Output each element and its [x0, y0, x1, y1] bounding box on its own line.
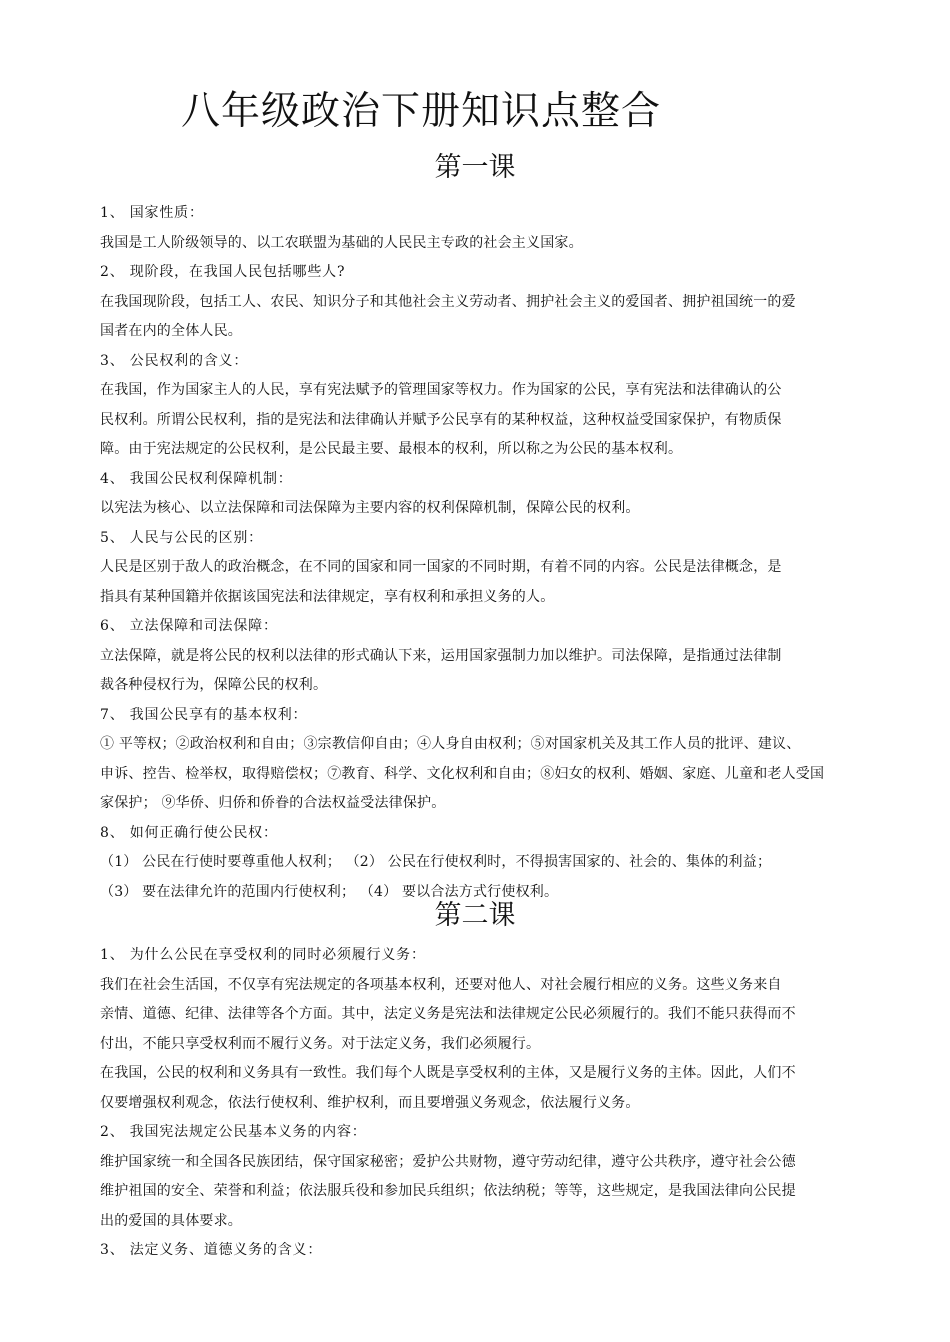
- answer-line: 在我国，作为国家主人的人民，享有宪法赋予的管理国家等权力。作为国家的公民，享有宪法和法律确认的公: [100, 382, 782, 398]
- answer-line: 以宪法为核心、以立法保障和司法保障为主要内容的权利保障机制，保障公民的权利。: [100, 500, 640, 516]
- lesson-1-content: [100, 199, 880, 907]
- answer-line: 人民是区别于敌人的政治概念，在不同的国家和同一国家的不同时期，有着不同的内容。公民是法律概念，是: [100, 559, 782, 575]
- answer-line: 亲情、道德、纪律、法律等各个方面。其中，法定义务是宪法和法律规定公民必须履行的。我们不能只获得而不: [100, 1006, 796, 1022]
- lesson-1-heading: 第一课: [434, 152, 516, 183]
- answer-line: 障。由于宪法规定的公民权利，是公民最主要、最根本的权利，所以称之为公民的基本权利。: [100, 441, 683, 457]
- lesson-2-heading: 第二课: [434, 900, 516, 931]
- answer-line: ① 平等权；②政治权利和自由；③宗教信仰自由；④人身自由权利；⑤对国家机关及其工作人员的批评、建议、: [100, 736, 801, 752]
- answer-line: 维护祖国的安全、荣誉和利益；依法服兵役和参加民兵组织；依法纳税；等等，这些规定，是我国法律向公民提: [100, 1183, 796, 1199]
- answer-line: 家保护； ⑨华侨、归侨和侨眷的合法权益受法律保护。: [100, 795, 446, 811]
- answer-line: 在我国现阶段，包括工人、农民、知识分子和其他社会主义劳动者、拥护社会主义的爱国者、拥护祖国统一的爱: [100, 293, 796, 310]
- answer-line: （3） 要在法律允许的范围内行使权利； （4） 要以合法方式行使权利。: [100, 883, 559, 900]
- question-line: 4、 我国公民权利保障机制：: [100, 470, 293, 487]
- question-line: 1、 为什么公民在享受权利的同时必须履行义务：: [100, 947, 426, 963]
- answer-line: 指具有某种国籍并依据该国宪法和法律规定，享有权利和承担义务的人。: [100, 588, 555, 605]
- question-line: 3、 法定义务、道德义务的含义：: [100, 1242, 323, 1258]
- answer-line: 我国是工人阶级领导的、以工农联盟为基础的人民民主专政的社会主义国家。: [100, 234, 583, 251]
- answer-line: 国者在内的全体人民。: [100, 323, 242, 339]
- answer-line: （1） 公民在行使时要尊重他人权利； （2） 公民在行使权利时，不得损害国家的、社会的、集体的利益；: [100, 854, 772, 870]
- answer-line: 维护国家统一和全国各民族团结，保守国家秘密；爱护公共财物，遵守劳动纪律，遵守公共秩序，遵守社会公德: [100, 1153, 796, 1170]
- question-line: 2、 现阶段，在我国人民包括哪些人?: [100, 264, 346, 280]
- document-title: 八年级政治下册知识点整合: [181, 89, 662, 134]
- answer-line: 仅要增强权利观念，依法行使权利、维护权利，而且要增强义务观念，依法履行义务。: [100, 1094, 640, 1111]
- answer-line: 裁各种侵权行为，保障公民的权利。: [100, 677, 328, 693]
- answer-line: 民权利。所谓公民权利，指的是宪法和法律确认并赋予公民享有的某种权益，这种权益受国家保护，有物质保: [100, 411, 782, 428]
- question-line: 2、 我国宪法规定公民基本义务的内容：: [100, 1124, 367, 1140]
- answer-line: 在我国，公民的权利和义务具有一致性。我们每个人既是享受权利的主体，又是履行义务的主体。因此，人们不: [100, 1065, 796, 1081]
- question-line: 8、 如何正确行使公民权：: [100, 824, 278, 841]
- answer-line: 立法保障，就是将公民的权利以法律的形式确认下来，运用国家强制力加以维护。司法保障，是指通过法律制: [100, 647, 782, 664]
- question-line: 5、 人民与公民的区别：: [100, 529, 263, 546]
- question-line: 6、 立法保障和司法保障：: [100, 618, 278, 634]
- answer-line: 付出，不能只享受权利而不履行义务。对于法定义务，我们必须履行。: [100, 1035, 541, 1052]
- answer-line: 申诉、控告、检举权，取得赔偿权；⑦教育、科学、文化权利和自由；⑧妇女的权利、婚姻、家庭、儿童和老人受国: [100, 765, 825, 782]
- answer-line: 我们在社会生活国，不仅享有宪法规定的各项基本权利，还要对他人、对社会履行相应的义务。这些义务来自: [100, 976, 782, 993]
- answer-line: 出的爱国的具体要求。: [100, 1212, 242, 1229]
- lesson-2-content: [100, 941, 880, 1266]
- question-line: 7、 我国公民享有的基本权利：: [100, 706, 308, 723]
- question-line: 3、 公民权利的含义：: [100, 352, 249, 369]
- question-line: 1、 国家性质：: [100, 205, 204, 221]
